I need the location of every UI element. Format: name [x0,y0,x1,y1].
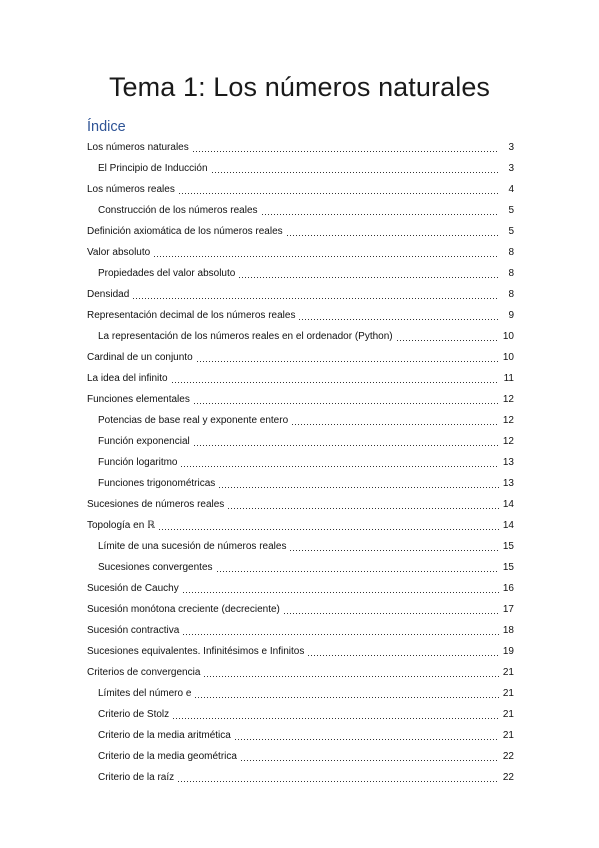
toc-entry-label: La representación de los números reales en el ordenador (Python) [98,331,393,342]
toc-entry-page-number: 21 [502,730,514,741]
toc-entry[interactable] [87,326,514,347]
toc-leader-dots [289,542,499,552]
toc-entry-page-number: 14 [502,520,514,531]
toc-entry-label: Criterios de convergencia [87,667,201,678]
toc-leader-dots [298,311,499,321]
toc-entry-page-number: 10 [502,352,514,363]
toc-entry-page-number: 22 [502,751,514,762]
toc-entry-label: Los números reales [87,184,175,195]
toc-leader-dots [211,164,499,174]
toc-entry[interactable] [87,662,514,683]
toc-entry-page-number: 10 [502,331,514,342]
table-of-contents [87,137,514,788]
toc-entry-label: Criterio de Stolz [98,709,170,720]
toc-entry[interactable] [87,767,514,788]
toc-entry-label: Densidad [87,289,130,300]
toc-entry[interactable] [87,305,514,326]
toc-entry[interactable] [87,452,514,473]
toc-leader-dots [203,668,499,678]
toc-entry-page-number: 5 [508,205,514,216]
toc-entry-label: Función exponencial [98,436,190,447]
toc-entry[interactable] [87,620,514,641]
toc-entry-label: Valor absoluto [87,247,151,258]
toc-entry-label: Cardinal de un conjunto [87,352,193,363]
toc-entry[interactable] [87,242,514,263]
toc-entry-label: Criterio de la raíz [98,772,175,783]
toc-heading: Índice [87,119,126,135]
toc-entry[interactable] [87,263,514,284]
document-title: Tema 1: Los números naturales [108,72,491,102]
toc-entry[interactable] [87,389,514,410]
toc-leader-dots [177,773,499,783]
toc-entry[interactable] [87,683,514,704]
toc-leader-dots [180,458,499,468]
toc-entry[interactable] [87,578,514,599]
toc-entry-page-number: 5 [508,226,514,237]
toc-entry-label: Funciones elementales [87,394,190,405]
toc-entry[interactable] [87,515,514,536]
toc-leader-dots [132,290,499,300]
toc-leader-dots [192,143,499,153]
toc-entry-label: Los números naturales [87,142,189,153]
toc-entry[interactable] [87,641,514,662]
toc-leader-dots [196,353,499,363]
toc-leader-dots [286,227,499,237]
toc-leader-dots [153,248,499,258]
toc-leader-dots [218,479,499,489]
toc-leader-dots [283,605,499,615]
toc-entry-label: Sucesiones equivalentes. Infinitésimos e Infinitos [87,646,305,657]
toc-entry-page-number: 19 [502,646,514,657]
toc-entry-label: Construcción de los números reales [98,205,258,216]
toc-entry-page-number: 12 [502,415,514,426]
toc-entry-label: Topología en ℝ [87,520,155,531]
toc-entry-page-number: 12 [502,394,514,405]
toc-entry[interactable] [87,725,514,746]
toc-entry-page-number: 16 [502,583,514,594]
toc-entry-label: Sucesión de Cauchy [87,583,179,594]
toc-entry-label: Sucesión monótona creciente (decreciente) [87,604,280,615]
toc-leader-dots [194,689,499,699]
toc-entry-label: Potencias de base real y exponente entero [98,415,289,426]
toc-leader-dots [291,416,499,426]
toc-entry[interactable] [87,473,514,494]
toc-entry-label: Límite de una sucesión de números reales [98,541,287,552]
toc-entry-page-number: 22 [502,772,514,783]
toc-entry-page-number: 8 [508,289,514,300]
toc-entry-page-number: 3 [508,163,514,174]
toc-entry-page-number: 18 [502,625,514,636]
toc-leader-dots [178,185,499,195]
toc-entry-page-number: 3 [508,142,514,153]
toc-entry-label: Sucesiones convergentes [98,562,213,573]
toc-leader-dots [158,521,499,531]
toc-entry-page-number: 21 [502,688,514,699]
toc-leader-dots [172,710,499,720]
toc-entry-page-number: 14 [502,499,514,510]
toc-entry[interactable] [87,347,514,368]
toc-entry-page-number: 21 [502,709,514,720]
toc-entry[interactable] [87,536,514,557]
toc-entry[interactable] [87,158,514,179]
toc-entry-page-number: 9 [508,310,514,321]
toc-leader-dots [240,752,499,762]
toc-entry-label: Criterio de la media geométrica [98,751,237,762]
toc-entry[interactable] [87,137,514,158]
toc-entry-label: Sucesiones de números reales [87,499,225,510]
toc-leader-dots [216,563,499,573]
toc-entry[interactable] [87,431,514,452]
toc-entry[interactable] [87,221,514,242]
toc-entry[interactable] [87,284,514,305]
toc-entry-page-number: 8 [508,268,514,279]
toc-entry[interactable] [87,410,514,431]
toc-leader-dots [193,395,499,405]
toc-entry-label: Representación decimal de los números reales [87,310,296,321]
toc-entry-page-number: 21 [502,667,514,678]
toc-leader-dots [227,500,499,510]
toc-entry-label: Función logaritmo [98,457,178,468]
toc-entry-label: El Principio de Inducción [98,163,208,174]
toc-entry-label: La idea del infinito [87,373,168,384]
toc-entry[interactable] [87,368,514,389]
toc-leader-dots [182,626,499,636]
toc-entry-page-number: 13 [502,457,514,468]
toc-entry[interactable] [87,200,514,221]
toc-entry[interactable] [87,494,514,515]
toc-entry-page-number: 4 [508,184,514,195]
toc-leader-dots [193,437,499,447]
toc-entry-label: Funciones trigonométricas [98,478,216,489]
toc-entry-page-number: 12 [502,436,514,447]
toc-leader-dots [171,374,499,384]
toc-entry-page-number: 11 [503,373,514,384]
toc-entry-page-number: 15 [502,562,514,573]
toc-leader-dots [234,731,499,741]
toc-entry-label: Sucesión contractiva [87,625,180,636]
toc-entry[interactable] [87,746,514,767]
toc-entry-label: Criterio de la media aritmética [98,730,231,741]
toc-entry-label: Propiedades del valor absoluto [98,268,236,279]
toc-leader-dots [396,332,499,342]
toc-entry[interactable] [87,557,514,578]
toc-entry-page-number: 15 [502,541,514,552]
toc-entry-label: Definición axiomática de los números reales [87,226,283,237]
toc-entry-page-number: 13 [502,478,514,489]
toc-leader-dots [238,269,499,279]
toc-entry-label: Límites del número e [98,688,192,699]
toc-entry[interactable] [87,599,514,620]
toc-entry[interactable] [87,704,514,725]
toc-entry-page-number: 17 [502,604,514,615]
toc-entry[interactable] [87,179,514,200]
toc-leader-dots [307,647,499,657]
toc-leader-dots [182,584,499,594]
toc-leader-dots [261,206,499,216]
toc-entry-page-number: 8 [508,247,514,258]
